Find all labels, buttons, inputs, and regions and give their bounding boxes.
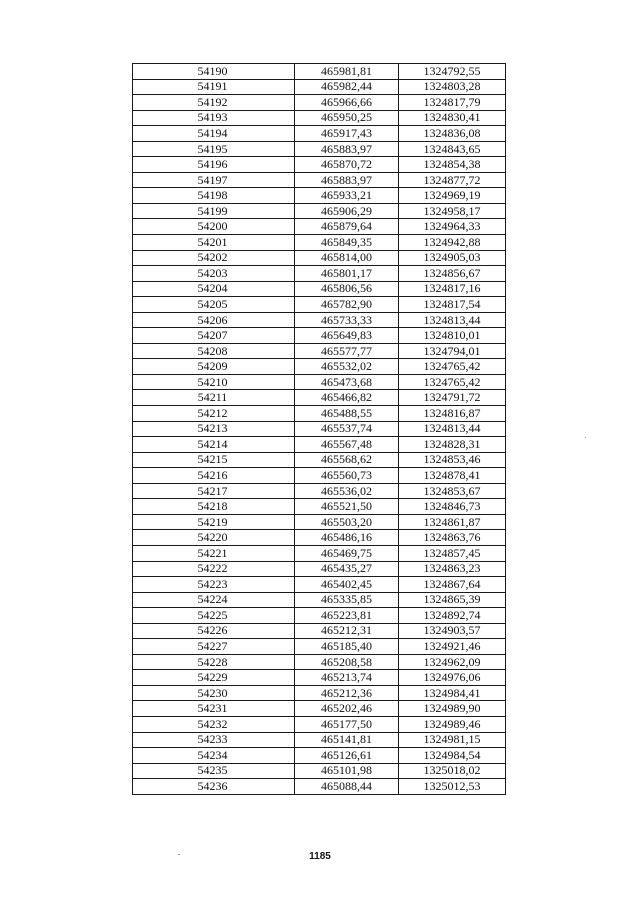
point-id-cell: 54226 (133, 623, 295, 639)
x-coordinate-cell: 465473,68 (295, 374, 399, 390)
x-coordinate-cell: 465981,81 (295, 64, 399, 80)
point-id-cell: 54208 (133, 343, 295, 359)
table-row (133, 670, 506, 686)
x-coordinate-cell: 465883,97 (295, 141, 399, 157)
table-row (133, 250, 506, 266)
x-coordinate-cell: 465536,02 (295, 483, 399, 499)
table-row (133, 577, 506, 593)
x-coordinate-cell: 465208,58 (295, 654, 399, 670)
x-coordinate-cell: 465577,77 (295, 343, 399, 359)
x-coordinate-cell: 465126,61 (295, 748, 399, 764)
table-row (133, 95, 506, 111)
point-id-cell: 54216 (133, 468, 295, 484)
x-coordinate-cell: 465801,17 (295, 266, 399, 282)
table-row (133, 374, 506, 390)
table-row (133, 732, 506, 748)
point-id-cell: 54227 (133, 639, 295, 655)
table-row (133, 312, 506, 328)
point-id-cell: 54218 (133, 499, 295, 515)
x-coordinate-cell: 465213,74 (295, 670, 399, 686)
point-id-cell: 54235 (133, 763, 295, 779)
table-row (133, 654, 506, 670)
y-coordinate-cell: 1324867,64 (399, 577, 506, 593)
point-id-cell: 54197 (133, 172, 295, 188)
x-coordinate-cell: 465814,00 (295, 250, 399, 266)
y-coordinate-cell: 1324905,03 (399, 250, 506, 266)
x-coordinate-cell: 465537,74 (295, 421, 399, 437)
table-row (133, 390, 506, 406)
x-coordinate-cell: 465177,50 (295, 716, 399, 732)
y-coordinate-cell: 1324964,33 (399, 219, 506, 235)
y-coordinate-cell: 1324863,76 (399, 530, 506, 546)
point-id-cell: 54212 (133, 406, 295, 422)
table-row (133, 297, 506, 313)
x-coordinate-cell: 465185,40 (295, 639, 399, 655)
x-coordinate-cell: 465435,27 (295, 561, 399, 577)
table-row (133, 468, 506, 484)
y-coordinate-cell: 1324877,72 (399, 172, 506, 188)
y-coordinate-cell: 1324962,09 (399, 654, 506, 670)
page-number: 1185 (309, 851, 331, 862)
y-coordinate-cell: 1324865,39 (399, 592, 506, 608)
table-row (133, 188, 506, 204)
x-coordinate-cell: 465469,75 (295, 545, 399, 561)
table-row (133, 328, 506, 344)
x-coordinate-cell: 465870,72 (295, 157, 399, 173)
point-id-cell: 54209 (133, 359, 295, 375)
table-row (133, 499, 506, 515)
y-coordinate-cell: 1324989,46 (399, 716, 506, 732)
x-coordinate-cell: 465782,90 (295, 297, 399, 313)
point-id-cell: 54192 (133, 95, 295, 111)
x-coordinate-cell: 465202,46 (295, 701, 399, 717)
x-coordinate-cell: 465223,81 (295, 608, 399, 624)
x-coordinate-cell: 465849,35 (295, 235, 399, 251)
table-row (133, 779, 506, 795)
y-coordinate-cell: 1324976,06 (399, 670, 506, 686)
point-id-cell: 54215 (133, 452, 295, 468)
point-id-cell: 54190 (133, 64, 295, 80)
point-id-cell: 54193 (133, 110, 295, 126)
table-row (133, 437, 506, 453)
coordinate-table (132, 63, 506, 795)
point-id-cell: 54203 (133, 266, 295, 282)
point-id-cell: 54231 (133, 701, 295, 717)
point-id-cell: 54234 (133, 748, 295, 764)
point-id-cell: 54195 (133, 141, 295, 157)
table-row (133, 514, 506, 530)
point-id-cell: 54221 (133, 545, 295, 561)
table-row (133, 545, 506, 561)
y-coordinate-cell: 1324969,19 (399, 188, 506, 204)
point-id-cell: 54225 (133, 608, 295, 624)
x-coordinate-cell: 465212,36 (295, 685, 399, 701)
y-coordinate-cell: 1324794,01 (399, 343, 506, 359)
point-id-cell: 54200 (133, 219, 295, 235)
y-coordinate-cell: 1324813,44 (399, 312, 506, 328)
point-id-cell: 54213 (133, 421, 295, 437)
x-coordinate-cell: 465402,45 (295, 577, 399, 593)
y-coordinate-cell: 1324828,31 (399, 437, 506, 453)
x-coordinate-cell: 465532,02 (295, 359, 399, 375)
x-coordinate-cell: 465879,64 (295, 219, 399, 235)
y-coordinate-cell: 1324817,79 (399, 95, 506, 111)
coordinate-table-body (133, 64, 506, 795)
y-coordinate-cell: 1324765,42 (399, 359, 506, 375)
y-coordinate-cell: 1324903,57 (399, 623, 506, 639)
point-id-cell: 54220 (133, 530, 295, 546)
x-coordinate-cell: 465521,50 (295, 499, 399, 515)
y-coordinate-cell: 1324765,42 (399, 374, 506, 390)
point-id-cell: 54230 (133, 685, 295, 701)
x-coordinate-cell: 465649,83 (295, 328, 399, 344)
x-coordinate-cell: 465733,33 (295, 312, 399, 328)
point-id-cell: 54202 (133, 250, 295, 266)
table-row (133, 639, 506, 655)
y-coordinate-cell: 1324843,65 (399, 141, 506, 157)
scan-speck (585, 437, 586, 438)
table-row (133, 763, 506, 779)
y-coordinate-cell: 1324921,46 (399, 639, 506, 655)
x-coordinate-cell: 465488,55 (295, 406, 399, 422)
y-coordinate-cell: 1324984,41 (399, 685, 506, 701)
table-row (133, 530, 506, 546)
y-coordinate-cell: 1324942,88 (399, 235, 506, 251)
y-coordinate-cell: 1324816,87 (399, 406, 506, 422)
table-row (133, 64, 506, 80)
y-coordinate-cell: 1324984,54 (399, 748, 506, 764)
point-id-cell: 54201 (133, 235, 295, 251)
table-row (133, 561, 506, 577)
point-id-cell: 54199 (133, 203, 295, 219)
y-coordinate-cell: 1324892,74 (399, 608, 506, 624)
y-coordinate-cell: 1324810,01 (399, 328, 506, 344)
y-coordinate-cell: 1324836,08 (399, 126, 506, 142)
point-id-cell: 54207 (133, 328, 295, 344)
point-id-cell: 54210 (133, 374, 295, 390)
table-row (133, 748, 506, 764)
point-id-cell: 54236 (133, 779, 295, 795)
x-coordinate-cell: 465486,16 (295, 530, 399, 546)
table-row (133, 421, 506, 437)
point-id-cell: 54206 (133, 312, 295, 328)
table-row (133, 685, 506, 701)
x-coordinate-cell: 465567,48 (295, 437, 399, 453)
y-coordinate-cell: 1324981,15 (399, 732, 506, 748)
y-coordinate-cell: 1324853,67 (399, 483, 506, 499)
point-id-cell: 54198 (133, 188, 295, 204)
y-coordinate-cell: 1324813,44 (399, 421, 506, 437)
x-coordinate-cell: 465560,73 (295, 468, 399, 484)
y-coordinate-cell: 1325012,53 (399, 779, 506, 795)
y-coordinate-cell: 1324989,90 (399, 701, 506, 717)
y-coordinate-cell: 1324856,67 (399, 266, 506, 282)
table-row (133, 281, 506, 297)
table-row (133, 343, 506, 359)
table-row (133, 359, 506, 375)
table-row (133, 406, 506, 422)
table-row (133, 716, 506, 732)
table-row (133, 235, 506, 251)
y-coordinate-cell: 1324817,16 (399, 281, 506, 297)
table-row (133, 623, 506, 639)
x-coordinate-cell: 465933,21 (295, 188, 399, 204)
y-coordinate-cell: 1324878,41 (399, 468, 506, 484)
point-id-cell: 54223 (133, 577, 295, 593)
x-coordinate-cell: 465141,81 (295, 732, 399, 748)
point-id-cell: 54219 (133, 514, 295, 530)
x-coordinate-cell: 465466,82 (295, 390, 399, 406)
y-coordinate-cell: 1324791,72 (399, 390, 506, 406)
point-id-cell: 54191 (133, 79, 295, 95)
table-row (133, 266, 506, 282)
table-row (133, 79, 506, 95)
y-coordinate-cell: 1324853,46 (399, 452, 506, 468)
x-coordinate-cell: 465950,25 (295, 110, 399, 126)
point-id-cell: 54229 (133, 670, 295, 686)
table-row (133, 701, 506, 717)
point-id-cell: 54214 (133, 437, 295, 453)
point-id-cell: 54217 (133, 483, 295, 499)
x-coordinate-cell: 465568,62 (295, 452, 399, 468)
point-id-cell: 54194 (133, 126, 295, 142)
table-row (133, 592, 506, 608)
table-row (133, 110, 506, 126)
x-coordinate-cell: 465982,44 (295, 79, 399, 95)
table-row (133, 172, 506, 188)
table-row (133, 157, 506, 173)
point-id-cell: 54233 (133, 732, 295, 748)
x-coordinate-cell: 465906,29 (295, 203, 399, 219)
table-row (133, 452, 506, 468)
x-coordinate-cell: 465212,31 (295, 623, 399, 639)
x-coordinate-cell: 465101,98 (295, 763, 399, 779)
table-row (133, 483, 506, 499)
point-id-cell: 54232 (133, 716, 295, 732)
x-coordinate-cell: 465088,44 (295, 779, 399, 795)
point-id-cell: 54228 (133, 654, 295, 670)
point-id-cell: 54205 (133, 297, 295, 313)
y-coordinate-cell: 1324817,54 (399, 297, 506, 313)
y-coordinate-cell: 1324803,28 (399, 79, 506, 95)
point-id-cell: 54211 (133, 390, 295, 406)
scan-speck (178, 854, 180, 855)
x-coordinate-cell: 465883,97 (295, 172, 399, 188)
y-coordinate-cell: 1325018,02 (399, 763, 506, 779)
y-coordinate-cell: 1324792,55 (399, 64, 506, 80)
point-id-cell: 54224 (133, 592, 295, 608)
point-id-cell: 54204 (133, 281, 295, 297)
x-coordinate-cell: 465503,20 (295, 514, 399, 530)
point-id-cell: 54196 (133, 157, 295, 173)
x-coordinate-cell: 465966,66 (295, 95, 399, 111)
x-coordinate-cell: 465806,56 (295, 281, 399, 297)
table-row (133, 608, 506, 624)
table-row (133, 219, 506, 235)
y-coordinate-cell: 1324958,17 (399, 203, 506, 219)
table-row (133, 126, 506, 142)
x-coordinate-cell: 465917,43 (295, 126, 399, 142)
y-coordinate-cell: 1324854,38 (399, 157, 506, 173)
y-coordinate-cell: 1324830,41 (399, 110, 506, 126)
x-coordinate-cell: 465335,85 (295, 592, 399, 608)
y-coordinate-cell: 1324846,73 (399, 499, 506, 515)
y-coordinate-cell: 1324857,45 (399, 545, 506, 561)
table-row (133, 203, 506, 219)
table-row (133, 141, 506, 157)
y-coordinate-cell: 1324863,23 (399, 561, 506, 577)
point-id-cell: 54222 (133, 561, 295, 577)
y-coordinate-cell: 1324861,87 (399, 514, 506, 530)
